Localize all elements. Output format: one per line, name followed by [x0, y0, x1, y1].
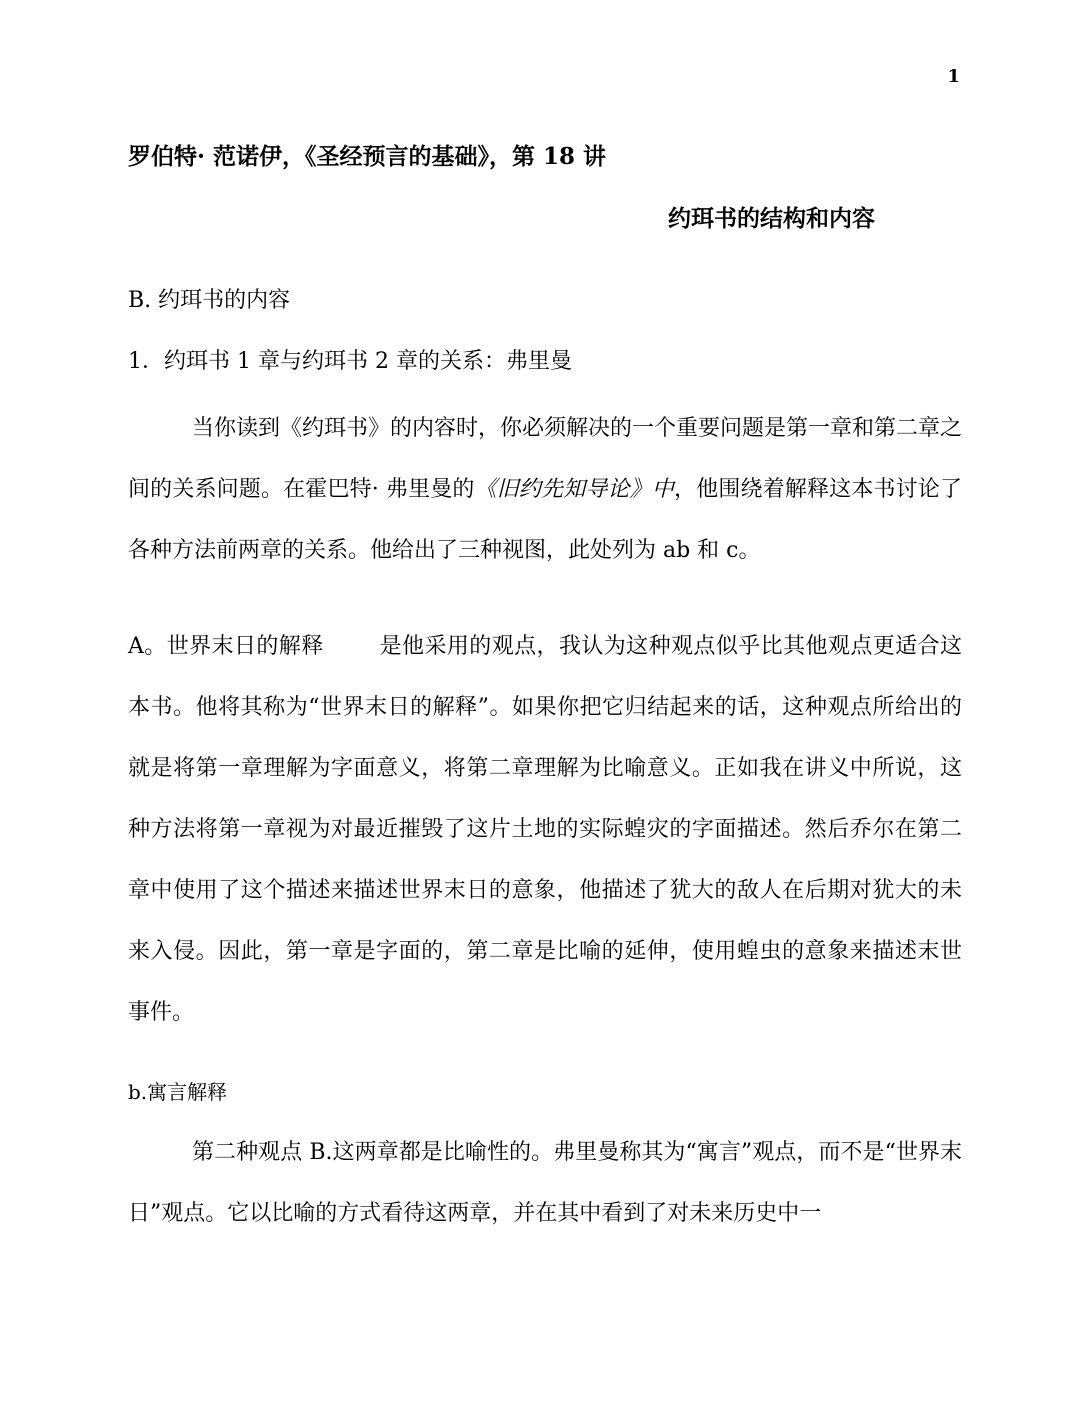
subsection-1-heading: 1．约珥书 1 章与约珥书 2 章的关系：弗里曼: [128, 349, 572, 374]
document-title: 罗伯特· 范诺伊，《圣经预言的基础》，第 18 讲: [128, 143, 607, 170]
document-subtitle: 约珥书的结构和内容: [668, 205, 875, 232]
section-b-heading: B. 约珥书的内容: [128, 288, 291, 313]
intro-text-part1: 当你读到《约珥书》的内容时，你必须解决的一个重要问题是第一章和第二章之间的关系问题。在霍巴特· 弗里曼的: [128, 416, 963, 502]
view-b-heading: b.寓言解释: [128, 1080, 228, 1104]
view-a-text: 是他采用的观点，我认为这种观点似乎比其他观点更适合这本书。他将其称为“世界末日的解释”。如果你把它归结起来的话，这种观点所给出的就是将第一章理解为字面意义，将第二章理解为比喻意义。正如我在讲义中所说，这种方法将第一章视为对最近摧毁了这片土地的实际蝗灾的字面描述。然后乔尔在第二章中使用了这个描述来描述世界末日的意象，他描述了犹大的敌人在后期对犹大的未来入侵。因此，第一章是字面的，第二章是比喻的延伸，使用蝗虫的意象来描述末世事件。: [128, 634, 962, 1025]
view-a-paragraph: [128, 616, 962, 1043]
book-title: 《旧约先知导论》中: [474, 477, 675, 502]
view-b-paragraph: 第二种观点 B.这两章都是比喻性的。弗里曼称其为“寓言”观点，而不是“世界末日”观点。它以比喻的方式看待这两章，并在其中看到了对未来历史中一: [128, 1140, 962, 1226]
intro-text-part2: ，他围绕着解释这本书讨论了各种方法前两章的关系。他给出了三种视图，此处列为 ab 和 c。: [128, 477, 962, 563]
view-a-label: A。世界末日的解释: [128, 634, 324, 659]
intro-paragraph: [128, 398, 962, 581]
page-number: 1: [947, 66, 960, 87]
